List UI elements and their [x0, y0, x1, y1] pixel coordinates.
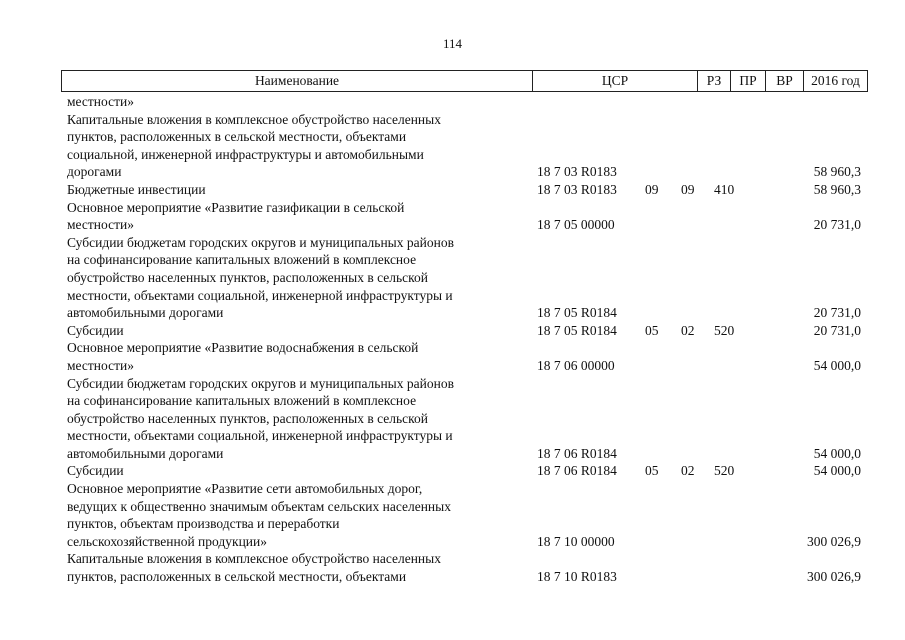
- row-name: Субсидии: [67, 322, 124, 338]
- header-rz: РЗ: [698, 71, 731, 91]
- row-name: Субсидии бюджетам городских округов и муниципальных районов на софинансирование капитальных вложений в комплексное обустройство населенных пунктов, расположенных в сельской местности, объектами социальной, инженерной инфраструктуры и автомобильными дорогами: [67, 234, 454, 321]
- row-vr: 520: [714, 463, 735, 479]
- row-sum: 54 000,0: [813, 463, 861, 479]
- row-container: [67, 111, 867, 586]
- row-sum: 20 731,0: [813, 322, 861, 338]
- row-pr: 02: [681, 463, 695, 479]
- header-name: Наименование: [62, 71, 533, 91]
- table-header: [61, 70, 868, 92]
- table-row: [67, 375, 867, 463]
- row-csr: 18 7 06 R0184: [537, 463, 617, 479]
- row-sum: 58 960,3: [813, 181, 861, 197]
- row-csr: 18 7 10 R0183: [537, 569, 617, 585]
- row-name: Капитальные вложения в комплексное обустройство населенных пунктов, расположенных в сельской местности, объектами социальной, инженерной инфраструктуры и автомобильными дорогами: [67, 111, 441, 180]
- row-sum: 300 026,9: [807, 569, 861, 585]
- table-row: [67, 111, 867, 181]
- row-pr: 02: [681, 322, 695, 338]
- row-rz: 09: [645, 181, 659, 197]
- table-row: [67, 322, 867, 340]
- row-vr: 410: [714, 181, 735, 197]
- row-name: Основное мероприятие «Развитие газификации в сельской местности»: [67, 199, 405, 233]
- row-sum: 54 000,0: [813, 357, 861, 373]
- row-sum: 58 960,3: [813, 164, 861, 180]
- row-vr: 520: [714, 322, 735, 338]
- continuation-text: местности»: [67, 94, 134, 109]
- page-number: 114: [442, 36, 463, 51]
- row-sum: 54 000,0: [813, 445, 861, 461]
- table-body: [67, 93, 867, 586]
- header-pr: ПР: [731, 71, 766, 91]
- row-sum: 300 026,9: [807, 533, 861, 549]
- row-name: Субсидии: [67, 463, 124, 479]
- row-rz: 05: [645, 463, 659, 479]
- row-sum: 20 731,0: [813, 305, 861, 321]
- row-csr: 18 7 05 R0184: [537, 322, 617, 338]
- row-csr: 18 7 10 00000: [537, 533, 615, 549]
- row-csr: 18 7 06 00000: [537, 357, 615, 373]
- table-row: [67, 199, 867, 234]
- row-csr: 18 7 06 R0184: [537, 445, 617, 461]
- header-year: 2016 год: [811, 73, 860, 88]
- header-csr: ЦСР: [533, 71, 698, 91]
- table-row: [67, 234, 867, 322]
- row-name: Субсидии бюджетам городских округов и муниципальных районов на софинансирование капитальных вложений в комплексное обустройство населенных пунктов, расположенных в сельской местности, объектами социальной, инженерной инфраструктуры и автомобильными дорогами: [67, 375, 454, 461]
- row-name: Капитальные вложения в комплексное обустройство населенных пунктов, расположенных в сельской местности, объектами: [67, 551, 441, 585]
- table-row: [67, 181, 867, 199]
- row-sum: 20 731,0: [813, 217, 861, 233]
- row-name: Бюджетные инвестиции: [67, 181, 206, 197]
- row-csr: 18 7 03 R0183: [537, 181, 617, 197]
- row-csr: 18 7 05 00000: [537, 217, 615, 233]
- row-pr: 09: [681, 181, 695, 197]
- table-row: [67, 339, 867, 374]
- header-vr: ВР: [766, 71, 804, 91]
- table-row: [67, 550, 867, 585]
- row-name: Основное мероприятие «Развитие сети автомобильных дорог, ведущих к общественно значимым объектам сельских населенных пунктов, объектам производства и переработки сельскохозяйственной продукции»: [67, 481, 451, 549]
- table-row: [67, 462, 867, 480]
- row-csr: 18 7 05 R0184: [537, 305, 617, 321]
- row-csr: 18 7 03 R0183: [537, 164, 617, 180]
- table-row: [67, 480, 867, 550]
- row-rz: 05: [645, 322, 659, 338]
- row-name: Основное мероприятие «Развитие водоснабжения в сельской местности»: [67, 340, 419, 373]
